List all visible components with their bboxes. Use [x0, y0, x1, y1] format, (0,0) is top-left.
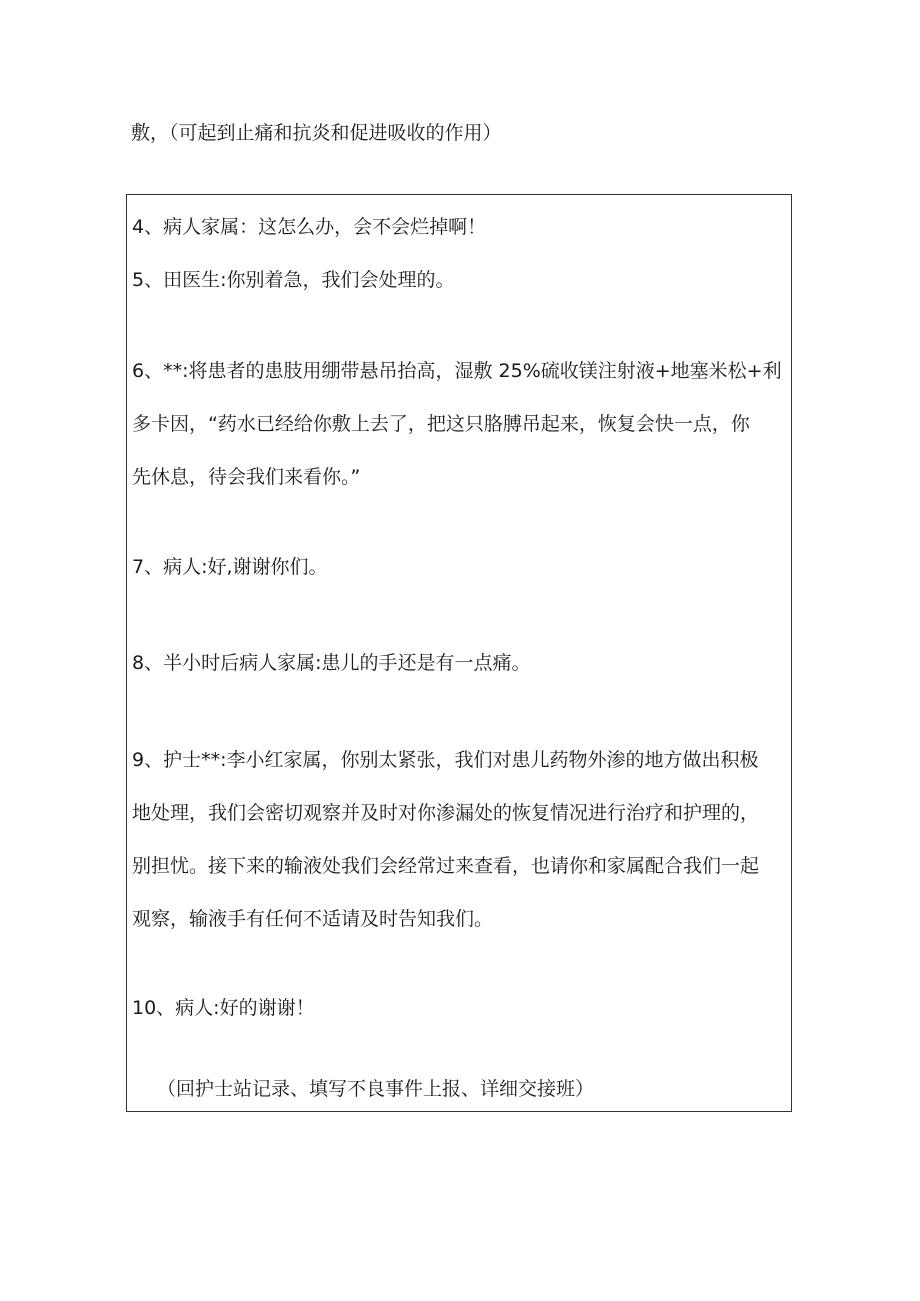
dialogue-item-6-line: 多卡因，“药水已经给你敷上去了，把这只胳膊吊起来，恢复会快一点，你 — [132, 413, 750, 435]
dialogue-item-8: 8、半小时后病人家属:患儿的手还是有一点痛。 — [132, 652, 531, 674]
dialogue-item-9 — [132, 734, 788, 946]
dialogue-item-6-line: 先休息，待会我们来看你。” — [132, 466, 361, 488]
dialogue-item-4: 4、病人家属：这怎么办，会不会烂掉啊！ — [132, 216, 487, 238]
closing-note: （回护士站记录、填写不良事件上报、详细交接班） — [157, 1078, 595, 1100]
dialogue-item-6 — [132, 345, 788, 504]
dialogue-item-6-line: 6、**:将患者的患肢用绷带悬吊抬高，湿敷 25%硫收镁注射液+地塞米松+利 — [132, 360, 782, 382]
intro-text: 敷，（可起到止痛和抗炎和促进吸收的作用） — [131, 122, 502, 144]
dialogue-box — [126, 194, 792, 1112]
dialogue-item-9-line: 地处理，我们会密切观察并及时对你渗漏处的恢复情况进行治疗和护理的， — [132, 802, 760, 824]
dialogue-item-9-line: 观察，输液手有任何不适请及时告知我们。 — [132, 908, 494, 930]
dialogue-item-5: 5、田医生:你别着急，我们会处理的。 — [132, 269, 455, 291]
dialogue-item-7: 7、病人:好,谢谢你们。 — [132, 556, 328, 578]
dialogue-item-9-line: 别担忧。接下来的输液处我们会经常过来查看，也请你和家属配合我们一起 — [132, 855, 760, 877]
dialogue-item-9-line: 9、护士**:李小红家属，你别太紧张，我们对患儿药物外渗的地方做出积极 — [132, 749, 759, 771]
dialogue-item-10: 10、病人:好的谢谢！ — [132, 997, 315, 1019]
